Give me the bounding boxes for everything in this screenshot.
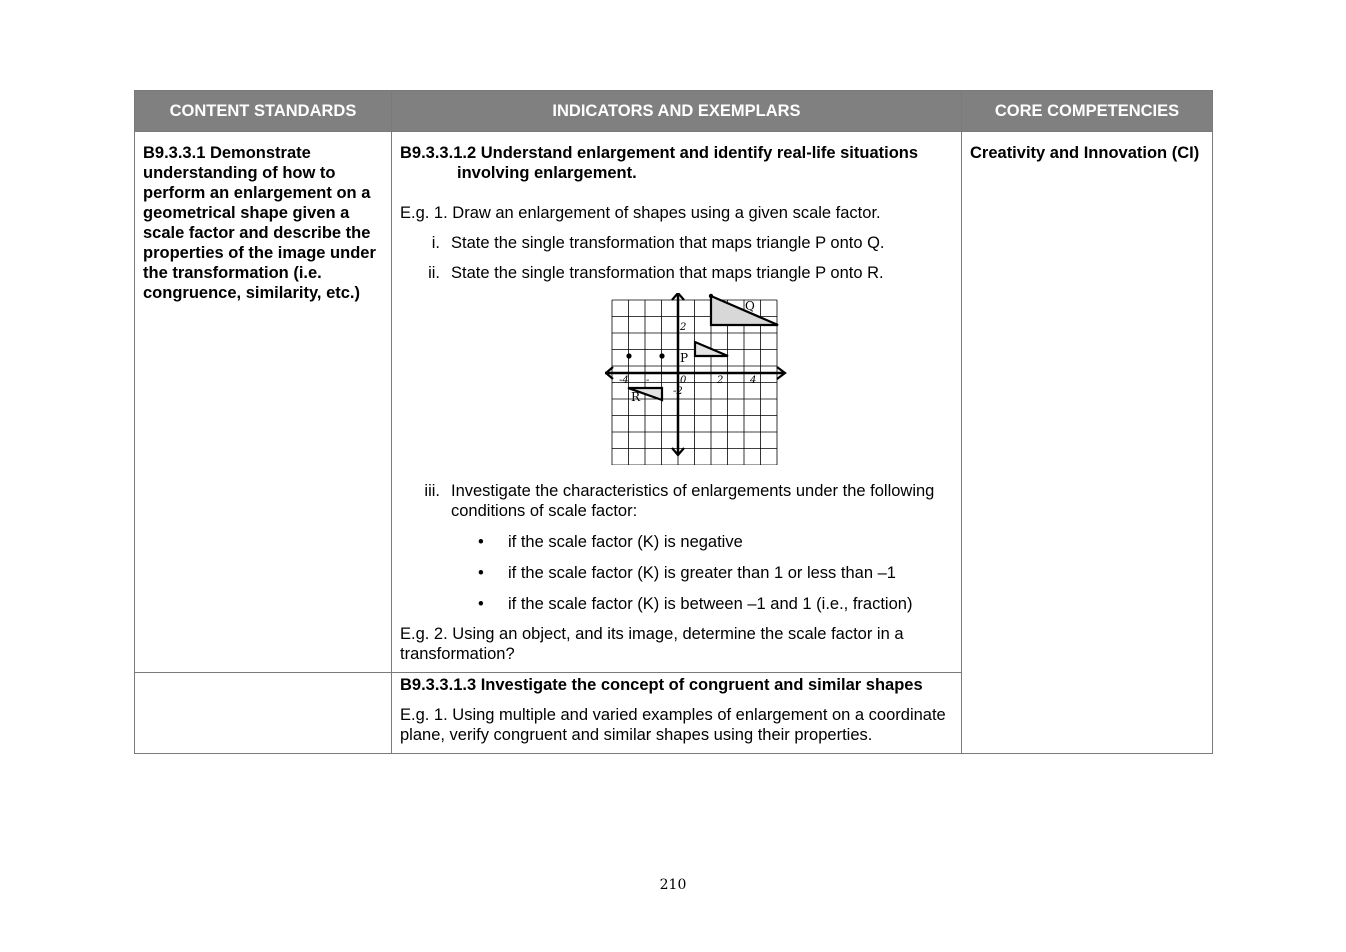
transformation-figure xyxy=(605,293,953,465)
label-p: P xyxy=(680,351,689,365)
page-number: 210 xyxy=(659,877,687,893)
example-2-text: E.g. 2. Using an object, and its image, determine the scale factor in a transformation? xyxy=(400,625,904,663)
tick-label: 4 xyxy=(750,375,757,386)
list-text: State the single transformation that maps triangle P onto R. xyxy=(451,264,884,282)
indicator-cell-1 xyxy=(392,132,962,673)
tick-label: - xyxy=(646,375,650,386)
indicator-cell-2 xyxy=(392,673,962,754)
content-standard-empty-cell xyxy=(135,673,392,754)
header-core-competencies: CORE COMPETENCIES xyxy=(962,91,1213,132)
list-number: iii. xyxy=(424,482,440,500)
list-item xyxy=(400,233,953,253)
tick-label: -2 xyxy=(673,386,683,397)
table-header-row xyxy=(135,91,1213,132)
bullet-item: • if the scale factor (K) is between –1 and 1 (i.e., fraction) xyxy=(478,595,913,613)
list-item xyxy=(400,481,953,521)
center-point xyxy=(659,353,664,358)
list-number: ii. xyxy=(428,264,440,282)
list-number: i. xyxy=(431,234,440,252)
curriculum-table xyxy=(134,90,1213,754)
header-content-standards: CONTENT STANDARDS xyxy=(135,91,392,132)
center-point xyxy=(626,353,631,358)
indicator-title: B9.3.3.1.2 Understand enlargement and identify real-life situations involving enlargement. xyxy=(400,144,919,182)
indicator-title: B9.3.3.1.3 Investigate the concept of congruent and similar shapes xyxy=(400,676,923,694)
tick-label: 0 xyxy=(680,375,687,386)
example-1-text: E.g. 1. Draw an enlargement of shapes using a given scale factor. xyxy=(400,204,881,222)
vertex-point xyxy=(709,294,713,298)
content-standard-cell: B9.3.3.1 Demonstrate understanding of how to perform an enlargement on a geometrical shape given a scale factor and describe the properties of the image under the transformation (i.e. congruence, similarity, etc.) xyxy=(135,132,392,673)
list-item xyxy=(400,263,953,283)
tick-label: 2 xyxy=(680,322,687,333)
bullet-text: if the scale factor (K) is between –1 and 1 (i.e., fraction) xyxy=(508,595,913,613)
core-competency-cell: Creativity and Innovation (CI) xyxy=(962,132,1213,754)
example-text: E.g. 1. Using multiple and varied examples of enlargement on a coordinate plane, verify congruent and similar shapes using their properties. xyxy=(400,706,946,744)
bullet-text: if the scale factor (K) is greater than 1 or less than –1 xyxy=(508,564,896,582)
triangle-p xyxy=(695,342,728,356)
coordinate-grid-figure xyxy=(605,293,795,465)
label-q: Q xyxy=(745,299,755,313)
table-row xyxy=(135,132,1213,673)
tick-label: 2 xyxy=(717,375,724,386)
label-r: R xyxy=(631,390,641,404)
bullet-item: • if the scale factor (K) is greater than 1 or less than –1 xyxy=(478,564,896,582)
bullet-item: • if the scale factor (K) is negative xyxy=(478,533,743,551)
list-text: Investigate the characteristics of enlargements under the following conditions of scale factor: xyxy=(451,482,935,520)
header-indicators-exemplars: INDICATORS AND EXEMPLARS xyxy=(392,91,962,132)
bullet-text: if the scale factor (K) is negative xyxy=(508,533,743,551)
tick-label: -4 xyxy=(619,375,629,386)
list-text: State the single transformation that maps triangle P onto Q. xyxy=(451,234,885,252)
